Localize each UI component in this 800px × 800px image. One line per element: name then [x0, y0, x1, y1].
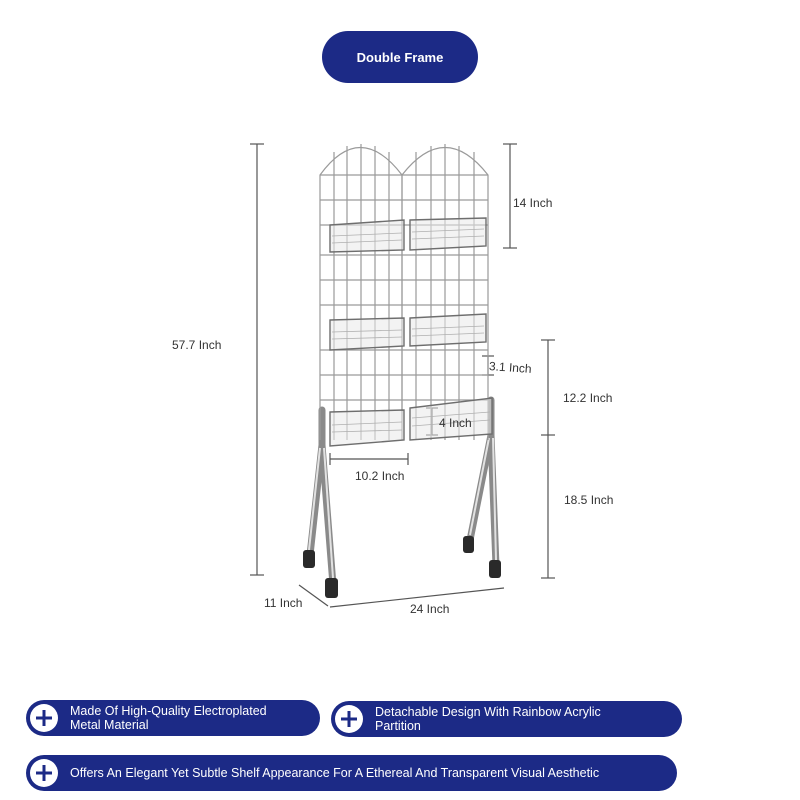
feature-text: Made Of High-Quality Electroplated Metal Material — [70, 704, 267, 732]
dimension-depth: 11 Inch — [264, 596, 303, 610]
dimension-pocket-inner: 4 Inch — [439, 416, 472, 430]
feature-badge-material — [26, 700, 320, 736]
dimension-mid-section: 12.2 Inch — [563, 391, 613, 405]
dimension-total-height: 57.7 Inch — [172, 338, 222, 352]
feature-badge-appearance — [26, 755, 677, 791]
dimension-leg-height: 18.5 Inch — [564, 493, 614, 507]
dimension-width: 24 Inch — [410, 602, 450, 616]
feature-text: Detachable Design With Rainbow Acrylic Partition — [375, 705, 601, 733]
shelf-pockets — [330, 218, 492, 446]
feature-badge-detachable — [331, 701, 682, 737]
plus-circle-icon — [335, 705, 363, 733]
left-mesh-panel — [320, 144, 402, 440]
right-mesh-panel — [402, 144, 488, 440]
plus-circle-icon — [30, 759, 58, 787]
title-text: Double Frame — [356, 49, 444, 65]
dimension-top-section: 14 Inch — [513, 196, 553, 210]
plus-circle-icon — [30, 704, 58, 732]
dimension-pocket-width: 10.2 Inch — [355, 469, 405, 483]
dimension-pocket-depth: 3.1 Inch — [488, 359, 533, 376]
feature-text: Offers An Elegant Yet Subtle Shelf Appearance For A Ethereal And Transparent Visual Aesthetic — [70, 766, 600, 780]
